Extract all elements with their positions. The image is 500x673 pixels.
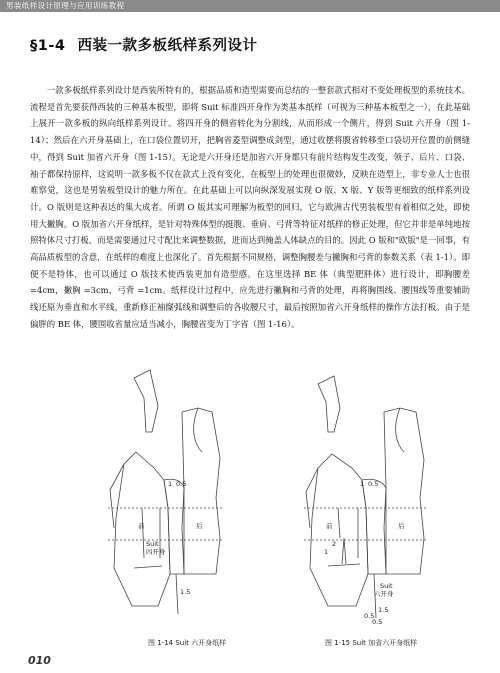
measure-6: 0.5 [364, 612, 375, 620]
label-style: Suit [380, 582, 393, 590]
section-title: 西装一款多板纸样系列设计 [77, 38, 258, 54]
running-header-text: 男装纸样设计原理与应用训练教程 [6, 1, 125, 10]
pattern-figure-1-15 [298, 368, 458, 626]
measure-1: 1 [360, 480, 365, 488]
measure-2: 0.5 [368, 480, 379, 488]
body-text [30, 82, 470, 333]
measure-2: 0.5 [176, 480, 187, 488]
label-style: Suit [146, 540, 159, 548]
measure-3: 2 [332, 540, 337, 548]
label-back: 后 [398, 522, 405, 530]
figure-caption-1-14: 图 1-14 Suit 六开身纸样 [148, 639, 227, 647]
section-heading [30, 34, 257, 55]
measure-3: 1.5 [180, 588, 191, 596]
measure-5: 1.5 [378, 606, 389, 614]
label-front: 前 [138, 522, 145, 530]
section-number: §1-4 [30, 38, 66, 54]
body-paragraph: 一款多板纸样系列设计是西装所特有的，根据品质和造型需要而总结的一整套款式相对不变处理板型的系统技术。流程是首先要获得西装的三种基本板型，即将 Suit 标准四开身作为类基本纸样（可视为三种基本板型之一），在此基础上展开一款多板的纵向纸样系列设计。将四开身的侧省转化为分割线，从而形成一个侧片，得到 Suit 六开身（图 1-14）；然后在六开身基础上，在口袋位置切开，把胸省菱型调整成剑型，通过收摆将腹省转移至口袋切开位置的前侧缝中，得到 Suit 加省六开身（图 1-15）。无论是六开身还是加省六开身都只有前片结构发生改变，领子、后片、口袋、袖子都保持原样，这说明一款多板不仅在款式上没有变化，在板型上的处理也很微妙，反映在造型上，非专业人士也很难察觉，这也是男装板型设计的魅力所在。在此基础上可以向纵深发展实现 O 版、X 版、Y 版等更细致的纸样系列设计。O 版则是这种表达的集大成者。所谓 O 版其实可理解为板型的回归，它与欧洲古代男装板型有着相似之处，即使用大撇胸。O 版加省六开身纸样，是针对特殊体型的挺腹、垂肩、弓背等特征对纸样的修正处理，但它并非是单纯地按照特体尺寸打板，而是需要通过尺寸配比来调整数据，进而达到掩盖人体缺点的目的。因此 O 版和"欧版"是一回事，有高品质板型的含意，在纸样的难度上也深化了。首先根据不同规格，调整胸腰差与撇胸和弓背的参数关系（表 1-1）。即便不是特体，也可以通过 O 版技术使西装更加有造型感。在这里选择 BE 体（典型肥胖体）进行设计，即胸腰差 =4cm，撇胸 =3cm，弓背 =1cm。纸样设计过程中，应先进行撇胸和弓背的处理，再将胸围线、腰围线等重要辅助线还原为垂直和水平线，重新修正袖窿弧线和调整后的各收腰尺寸，最后按照加省六开身纸样的操作方法打板。由于是偏胖的 BE 体，腰围收省量应适当减小，胸腰省变为丁字省（图 1-16）。 [30, 85, 470, 329]
label-style-sub: 六开身 [374, 590, 394, 598]
label-style-sub: 四开身 [146, 548, 166, 556]
pattern-figure-1-14 [98, 368, 258, 626]
measure-7: 0.5 [372, 618, 383, 626]
pattern-drawing-1-14 [98, 368, 258, 626]
measure-4: 1 [324, 548, 329, 556]
label-back: 后 [196, 522, 203, 530]
pattern-drawing-1-15 [298, 368, 458, 626]
figure-caption-1-15: 图 1-15 Suit 加省六开身纸样 [325, 639, 418, 647]
measure-1: 1 [168, 480, 173, 488]
label-front: 前 [326, 522, 333, 530]
page-number: 010 [28, 654, 51, 667]
